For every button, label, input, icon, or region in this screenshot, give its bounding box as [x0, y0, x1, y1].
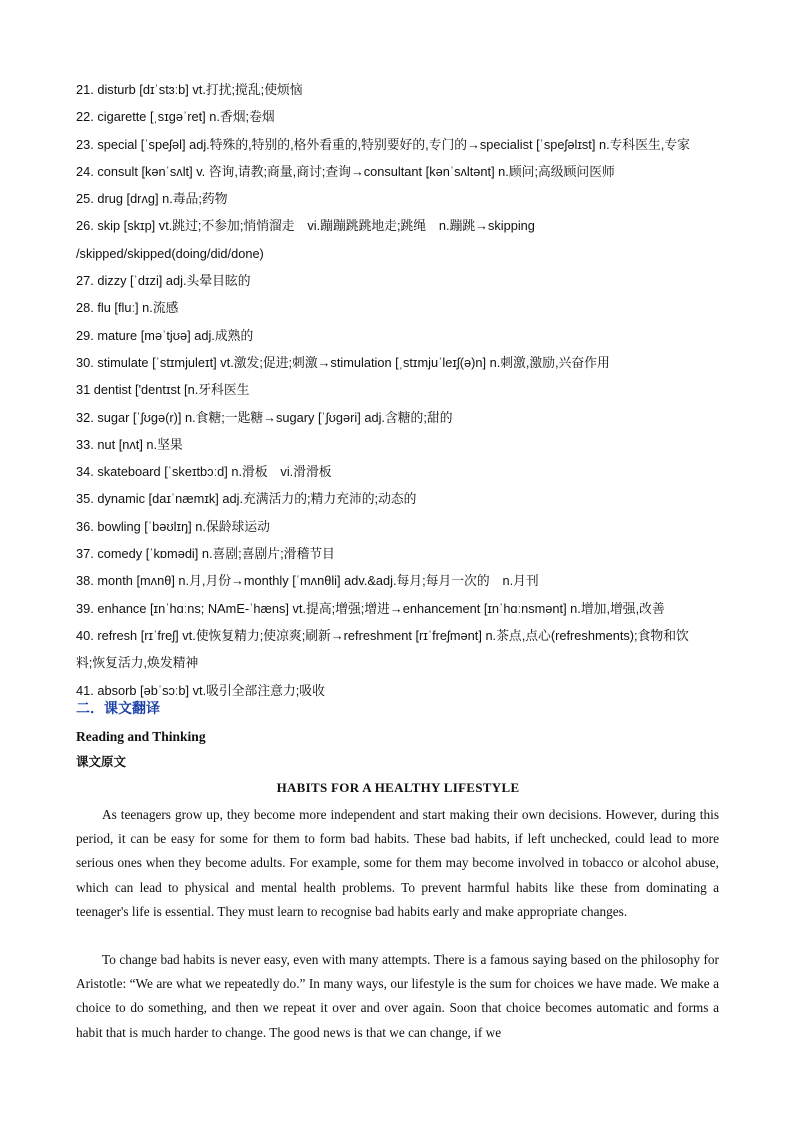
vocab-entry: 27. dizzy [ˈdɪzi] adj.头晕目眩的 [76, 273, 251, 289]
subheading-original-text: 课文原文 [76, 754, 127, 769]
vocab-entry: /skipped/skipped(doing/did/done) [76, 245, 264, 261]
article-title: HABITS FOR A HEALTHY LIFESTYLE [276, 780, 520, 795]
article-paragraph-1: As teenagers grow up, they become more independent and start making their own decisions. However, during this period, it can be easy for some for them to form bad habits. These bad habits, if left unchecked, could lead to more serious ones when they become adults. For example, some for them may become involved in tobacco or alcohol abuse, which can lead to physical and mental health problems. To prevent harmful habits like these from dominating a teenager's life is essential. They must learn to recognise bad habits early and make appropriate changes. [76, 807, 719, 919]
vocab-entry: 41. absorb [əbˈsɔːb] vt.吸引全部注意力;吸收 [76, 682, 325, 698]
vocab-entry: 35. dynamic [daɪˈnæmɪk] adj.充满活力的;精力充沛的;动态的 [76, 491, 417, 507]
vocab-entry: 24. consult [kənˈsʌlt] v. 咨询,请教;商量,商讨;查询→consultant [kənˈsʌltənt] n.顾问;高级顾问医师 [76, 163, 615, 179]
vocab-entry: 料;恢复活力,焕发精神 [76, 655, 199, 671]
vocab-entry: 25. drug [drʌɡ] n.毒品;药物 [76, 191, 228, 207]
subheading-reading-and-thinking: Reading and Thinking [76, 729, 206, 744]
vocab-entry: 31 dentist ['dentɪst [n.牙科医生 [76, 382, 250, 398]
vocabulary-list [76, 76, 720, 704]
vocab-entry: 34. skateboard [ˈskeɪtbɔːd] n.滑板 vi.滑滑板 [76, 464, 332, 480]
vocab-entry: 28. flu [fluː] n.流感 [76, 300, 179, 316]
vocab-entry: 36. bowling [ˈbəʊlɪŋ] n.保龄球运动 [76, 518, 270, 534]
vocab-entry: 38. month [mʌnθ] n.月,月份→monthly [ˈmʌnθli] adv.&adj.每月;每月一次的 n.月刊 [76, 573, 539, 589]
vocab-entry: 39. enhance [ɪnˈhɑːns; NAmE-ˈhæns] vt.提高;增强;增进→enhancement [ɪnˈhɑːnsmənt] n.增加,增强,改善 [76, 600, 665, 616]
vocab-entry: 29. mature [məˈtjʊə] adj.成熟的 [76, 327, 254, 343]
vocab-entry: 30. stimulate [ˈstɪmjuleɪt] vt.激发;促进;刺激→stimulation [ˌstɪmjuˈleɪʃ(ə)n] n.刺激,激励,兴奋作用 [76, 354, 610, 370]
vocab-entry: 32. sugar [ˈʃʊɡə(r)] n.食糖;一匙糖→sugary [ˈʃʊɡəri] adj.含糖的;甜的 [76, 409, 453, 425]
article-paragraph-2: To change bad habits is never easy, even with many attempts. There is a famous saying based on the philosophy for Aristotle: “We are what we repeatedly do.” In many ways, our lifestyle is the sum for choices we have made. We make a choice to do something, and then we repeat it over and over again. Soon that choice becomes automatic and forms a habit that is much harder to change. The good news is that we can change, if we [76, 952, 719, 1040]
vocab-entry: 22. cigarette [ˌsɪɡəˈret] n.香烟;卷烟 [76, 109, 275, 125]
section-title: 二．课文翻译 [76, 701, 160, 717]
vocab-entry: 23. special [ˈspeʃəl] adj.特殊的,特别的,格外看重的,特别要好的,专门的→specialist [ˈspeʃəlɪst] n.专科医生,专家 [76, 136, 690, 152]
vocab-entry: 33. nut [nʌt] n.坚果 [76, 436, 183, 452]
vocab-entry: 37. comedy [ˈkɒmədi] n.喜剧;喜剧片;滑稽节目 [76, 546, 335, 562]
vocab-entry: 26. skip [skɪp] vt.跳过;不参加;悄悄溜走 vi.蹦蹦跳跳地走;跳绳 n.蹦跳→skipping [76, 218, 535, 234]
vocab-entry: 40. refresh [rɪˈfreʃ] vt.使恢复精力;使凉爽;刷新→refreshment [rɪˈfreʃmənt] n.茶点,点心(refreshments);食物和饮 [76, 627, 689, 643]
vocab-entry: 21. disturb [dɪˈstɜːb] vt.打扰;搅乱;使烦恼 [76, 82, 303, 97]
